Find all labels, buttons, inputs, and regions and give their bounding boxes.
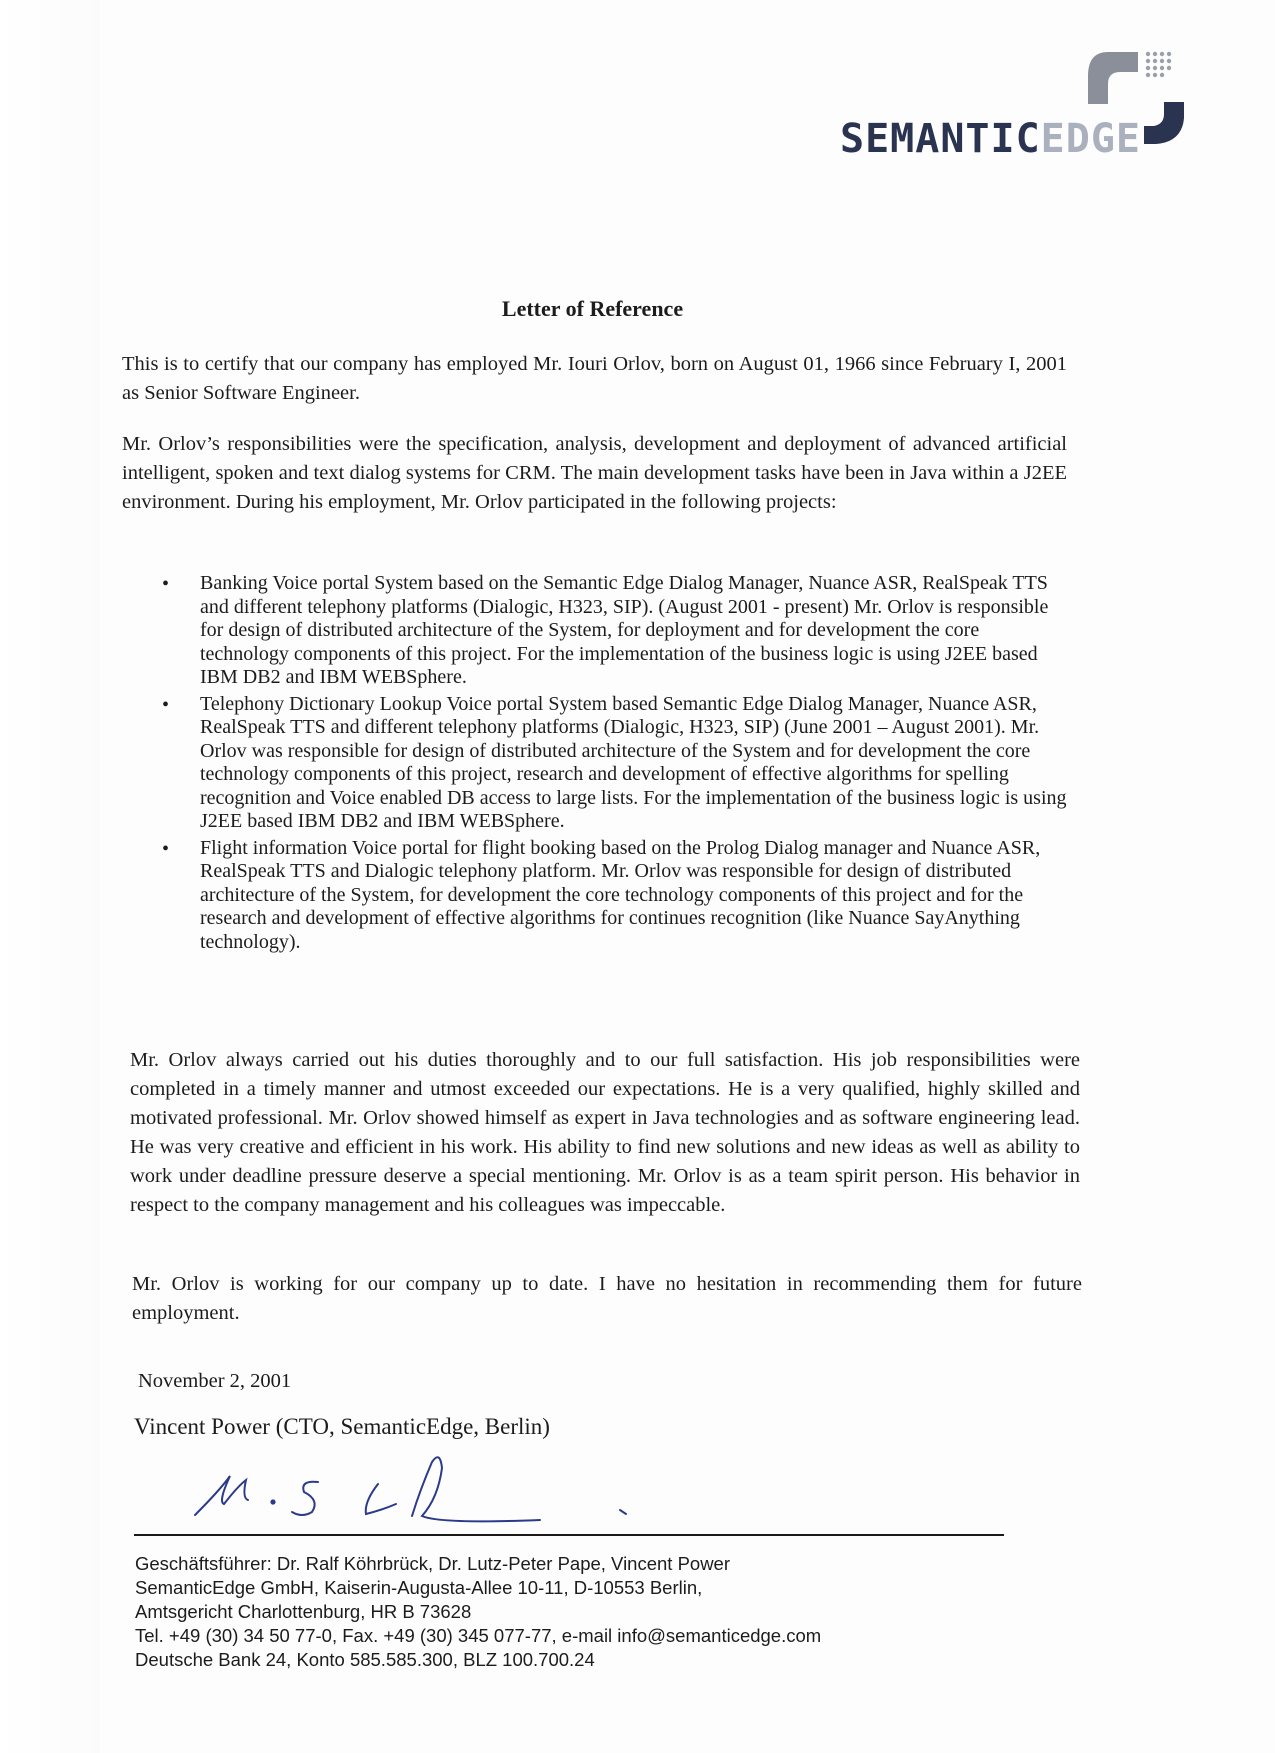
scan-margin [0, 0, 100, 1753]
bullet-icon: • [162, 573, 170, 595]
intro-paragraph: This is to certify that our company has employed Mr. Iouri Orlov, born on August 01, 1966 since February I, 2001 as Senior Software Engineer. [122, 353, 1067, 404]
project-text: Flight information Voice portal for flight booking based on the Prolog Dialog manager and Nuance ASR, RealSpeak TTS and Dialogic telephony platform. Mr. Orlov was responsible for design of distributed architecture of the System, for development the core technology components of this project and for the research and development of effective algorithms for continues recognition (like Nuance SayAnything technology). [200, 836, 1041, 953]
project-text: Telephony Dictionary Lookup Voice portal System based Semantic Edge Dialog Manager, Nuance ASR, RealSpeak TTS and different telephony platforms (Dialogic, H323, SIP) (June 2001 – August 2001). Mr. Orlov was responsible for design of distributed architecture of the System and for development the core technology components of this project, research and development of effective algorithms for spelling recognition and Voice enabled DB access to large lists. For the implementation of the business logic is using J2EE based IBM DB2 and IBM WEBSphere. [200, 692, 1067, 832]
logo-word-main: SEMANTIC [840, 116, 1041, 162]
list-item [162, 693, 1067, 834]
project-text: Banking Voice portal System based on the Semantic Edge Dialog Manager, Nuance ASR, RealSpeak TTS and different telephony platforms (Dialogic, H323, SIP). (August 2001 - present) Mr. Orlov is responsible for design of distributed architecture of the System, for deployment and for development the core technology components of this project. For the implementation of the business logic is using J2EE based IBM DB2 and IBM WEBSphere. [200, 572, 1049, 688]
handwritten-signature [120, 1440, 640, 1540]
company-footer [135, 1552, 821, 1672]
project-list [162, 572, 1067, 957]
signer-name: Vincent Power (CTO, SemanticEdge, Berlin) [134, 1414, 550, 1439]
assessment-paragraph: Mr. Orlov always carried out his duties thoroughly and to our full satisfaction. His job responsibilities were completed in a timely manner and utmost exceeded our expectations. He is a very qualified, highly skilled and motivated professional. Mr. Orlov showed himself as expert in Java technologies and as software engineering lead. He was very creative and efficient in his work. His ability to find new solutions and new ideas as well as ability to work under deadline pressure deserve a special mentioning. Mr. Orlov is as a team spirit person. His behavior in respect to the company management and his colleagues was impeccable. [130, 1049, 1080, 1216]
list-item [162, 572, 1067, 690]
bullet-icon: • [162, 837, 170, 860]
company-logo [840, 46, 1185, 162]
footer-bank: Deutsche Bank 24, Konto 585.585.300, BLZ 100.700.24 [135, 1649, 595, 1670]
list-item [162, 837, 1067, 955]
letter-title: Letter of Reference [501, 296, 684, 321]
footer-divider [134, 1534, 1004, 1536]
footer-contact: Tel. +49 (30) 34 50 77-0, Fax. +49 (30) 345 077-77, e-mail info@semanticedge.com [135, 1625, 822, 1646]
bullet-icon: • [162, 693, 170, 716]
logo-wordmark [840, 116, 1141, 162]
footer-address: SemanticEdge GmbH, Kaiserin-Augusta-Allee 10-11, D-10553 Berlin, [135, 1577, 703, 1598]
responsibilities-paragraph: Mr. Orlov’s responsibilities were the specification, analysis, development and deployment of advanced artificial intelligent, spoken and text dialog systems for CRM. The main development tasks have been in Java within a J2EE environment. During his employment, Mr. Orlov participated in the following projects: [122, 433, 1067, 513]
letter-date: November 2, 2001 [138, 1370, 292, 1392]
footer-register: Amtsgericht Charlottenburg, HR B 73628 [135, 1601, 472, 1622]
logo-word-accent: EDGE [1040, 116, 1141, 162]
closing-paragraph: Mr. Orlov is working for our company up to date. I have no hesitation in recommending them for future employment. [132, 1273, 1082, 1324]
footer-management: Geschäftsführer: Dr. Ralf Köhrbrück, Dr. Lutz-Peter Pape, Vincent Power [135, 1553, 731, 1574]
